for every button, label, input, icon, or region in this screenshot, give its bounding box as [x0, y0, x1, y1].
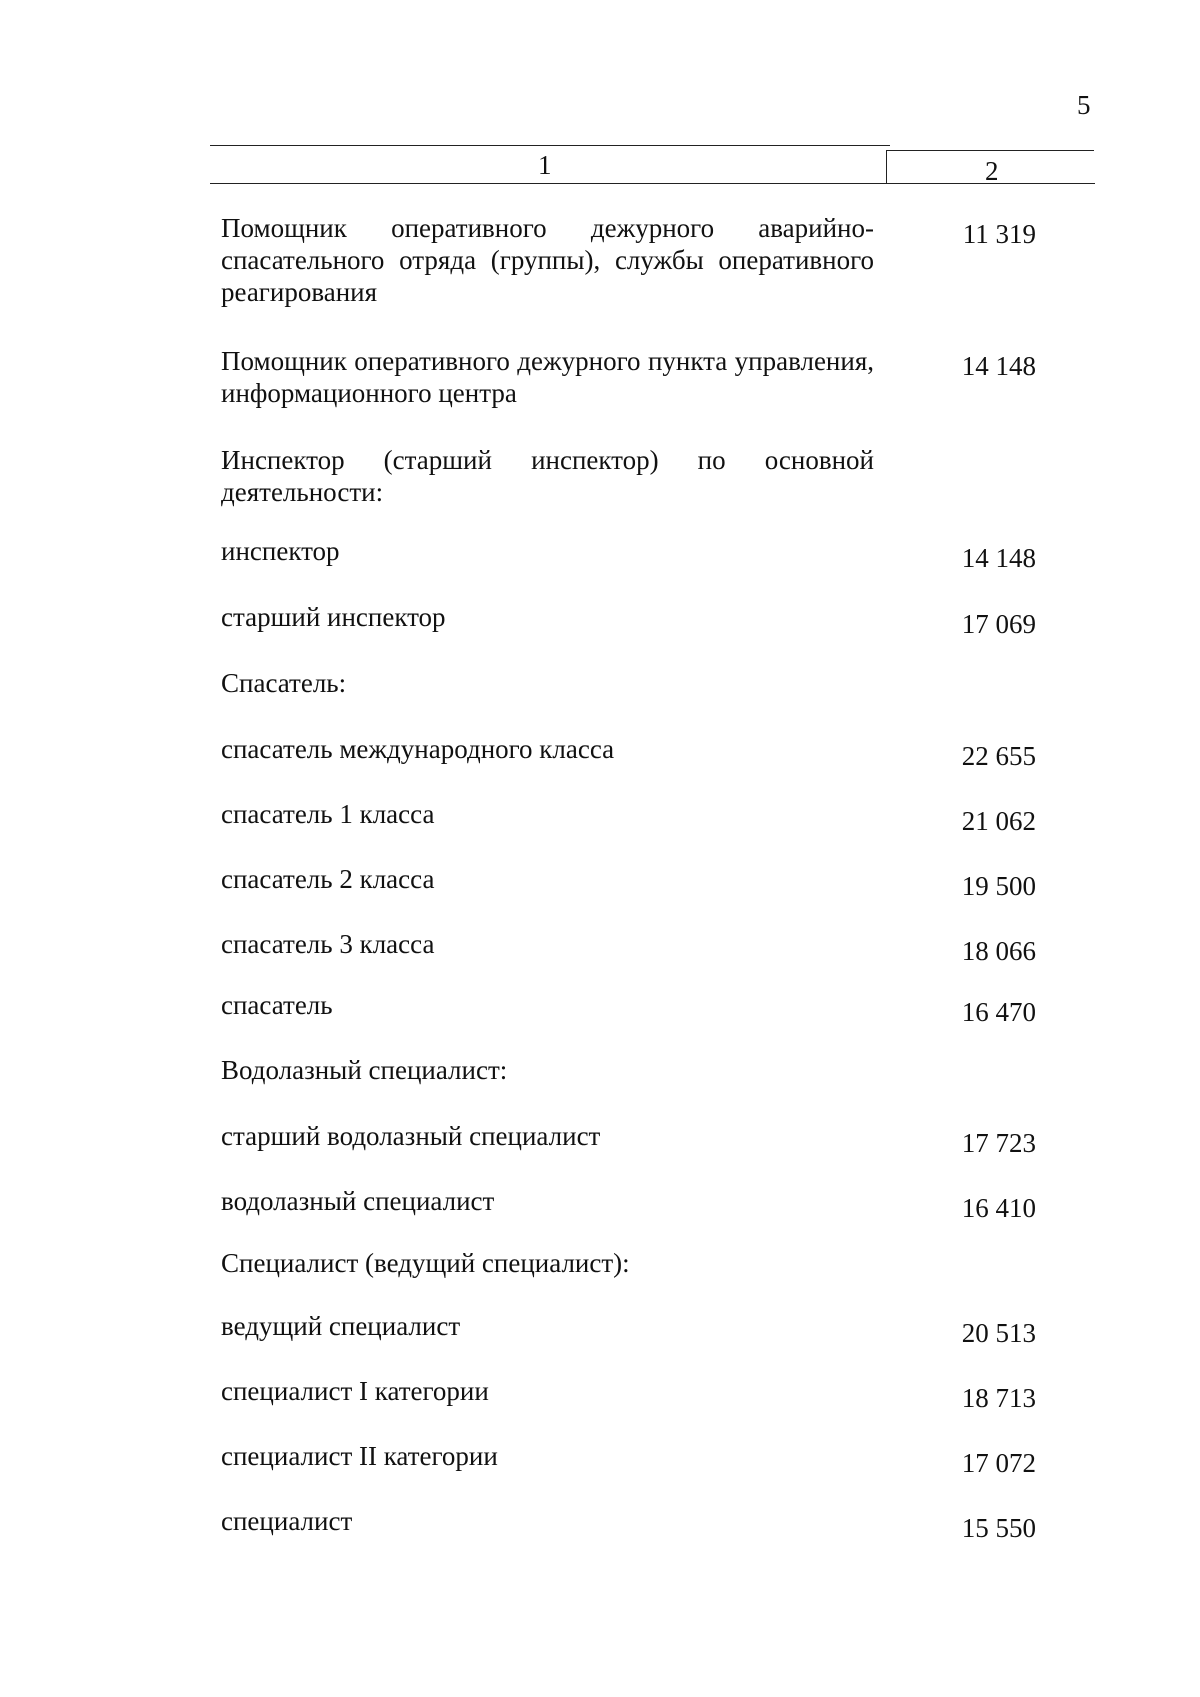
table-row-value: 19 500 [961, 871, 1036, 901]
table-row-value: 14 148 [961, 543, 1036, 573]
table-row-value: 21 062 [961, 806, 1036, 836]
table-row-value: 15 550 [961, 1513, 1036, 1543]
table-row-label: спасатель международного класса [221, 734, 615, 764]
column-header-1: 1 [538, 150, 552, 180]
table-row-label: ведущий специалист [221, 1311, 461, 1341]
table-row-value: 16 470 [961, 997, 1036, 1027]
table-row-label: инспектор [221, 536, 340, 566]
table-row-label: специалист II категории [221, 1441, 498, 1471]
table-row-value: 18 066 [961, 936, 1036, 966]
table-row-value: 18 713 [961, 1383, 1036, 1413]
table-row-label: специалист I категории [221, 1376, 489, 1406]
table-row-label: спасатель 3 класса [221, 929, 435, 959]
table-top-rule-right [886, 150, 1094, 151]
column-header-2: 2 [985, 156, 999, 186]
table-row-value: 17 072 [961, 1448, 1036, 1478]
table-row-label: старший водолазный специалист [221, 1121, 601, 1151]
column-divider [886, 150, 887, 184]
table-row-label: Водолазный специалист: [221, 1055, 508, 1085]
table-row-value: 17 723 [961, 1128, 1036, 1158]
table-row-value: 22 655 [961, 741, 1036, 771]
table-row-label: водолазный специалист [221, 1186, 495, 1216]
table-row-label: Помощник оперативного дежурного аварийно-спасательного отряда (группы), службы оперативного реагирования [221, 213, 874, 307]
table-row-label: старший инспектор [221, 602, 446, 632]
table-row-label: спасатель 1 класса [221, 799, 435, 829]
table-row-label: спасатель [221, 990, 333, 1020]
table-row-label: Специалист (ведущий специалист): [221, 1248, 630, 1278]
table-top-rule [210, 145, 890, 146]
table-row-label: Помощник оперативного дежурного пункта управления, информационного центра [221, 346, 874, 408]
table-row-value: 17 069 [961, 609, 1036, 639]
table-row-label: специалист [221, 1506, 353, 1536]
table-header-bottom-rule [210, 183, 1095, 184]
table-row-value: 14 148 [961, 351, 1036, 381]
page-number: 5 [1077, 90, 1091, 120]
table-row-value: 11 319 [962, 219, 1036, 249]
table-row-value: 20 513 [961, 1318, 1036, 1348]
table-row-label: Инспектор (старший инспектор) по основной деятельности: [221, 445, 874, 507]
table-row-label: спасатель 2 класса [221, 864, 435, 894]
table-row-value: 16 410 [961, 1193, 1036, 1223]
table-row-label: Спасатель: [221, 668, 347, 698]
